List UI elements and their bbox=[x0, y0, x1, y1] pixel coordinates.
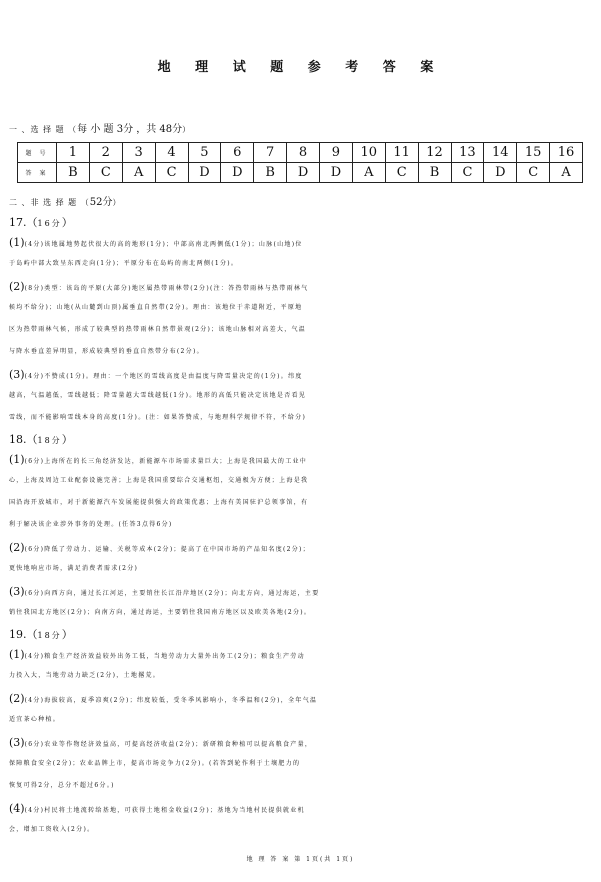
answer-line: 心，上海及周边工业配套设施完善；上海是我国重要综合交通枢纽，交通极为方便；上海是我 bbox=[9, 477, 309, 484]
answer-cell: A bbox=[550, 163, 583, 183]
section-close: ） bbox=[182, 125, 192, 134]
question-number: 7 bbox=[254, 143, 287, 163]
answer-line: 区为热带雨林气候，形成了较典型的热带雨林自然带景观(2分)；该地山脉相对高差大，气温 bbox=[9, 326, 307, 333]
question-score: 18分 bbox=[37, 436, 62, 445]
answer-line: 与降水垂直差异明显，形成较典型的垂直自然带分布(2分)。 bbox=[9, 348, 204, 355]
answer-line: 利于解决该企业涉外事务的处理。(任答3点得6分) bbox=[9, 521, 173, 528]
answer-cell: A bbox=[122, 163, 155, 183]
answer-line: (2)(4分)海拔较高，夏季凉爽(2分)；纬度较低，受冬季风影响小，冬季温和(2分)，全年气温 bbox=[9, 692, 318, 705]
question-number: 11 bbox=[385, 143, 418, 163]
section-note: 每 小 题 3分 ，共 48分 bbox=[77, 124, 183, 135]
question-number: 16 bbox=[550, 143, 583, 163]
page-title: 地 理 试 题 参 考 答 案 bbox=[157, 60, 444, 75]
question-18-heading bbox=[9, 431, 73, 447]
question-number: 8 bbox=[287, 143, 320, 163]
question-number: 12 bbox=[418, 143, 451, 163]
answer-line: 恢复可得2分，总分不超过6分。) bbox=[9, 782, 115, 789]
answer-cell: C bbox=[155, 163, 188, 183]
question-number: 13 bbox=[451, 143, 484, 163]
answer-line: 越高，气温越低，雪线越低；降雪量越大雪线越低(1分)。地形的高低只能决定该地是否看见 bbox=[9, 392, 307, 399]
answer-cell: D bbox=[188, 163, 221, 183]
answer-cell: D bbox=[287, 163, 320, 183]
section-note: 52分 bbox=[89, 197, 113, 208]
answer-line: (3)(4分)不赞成(1分)。理由：一个地区的雪线高度是由温度与降雪量决定的(1分)。纬度 bbox=[9, 368, 303, 381]
question-number: 6 bbox=[221, 143, 254, 163]
answer-cell: C bbox=[385, 163, 418, 183]
answer-cell: C bbox=[89, 163, 122, 183]
answer-line: 候均不给分)；山地(从山麓到山顶)属垂直自然带(2分)。理由：该地位于赤道附近，平原地 bbox=[9, 304, 303, 311]
answer-line: 会，增加工资收入(2分)。 bbox=[9, 826, 95, 833]
answer-line: 销往我国北方地区(2分)；向南方向，通过海运，主要销往我国南方地区以及欧美各地(2分)。 bbox=[9, 609, 312, 616]
question-number: 9 bbox=[320, 143, 353, 163]
question-number: 19.（ bbox=[9, 628, 38, 641]
answer-line: (1)(6分)上海所在的长三角经济发达，新能源车市场需求量巨大；上海是我国最大的工业中 bbox=[9, 453, 308, 466]
question-score: 16分 bbox=[37, 219, 62, 228]
answer-cell: D bbox=[484, 163, 517, 183]
question-17-heading bbox=[9, 214, 73, 230]
section-label: 二 、非 选 择 题 （ bbox=[9, 198, 90, 207]
answer-cell: C bbox=[517, 163, 550, 183]
answer-row bbox=[18, 163, 583, 183]
answer-cell: C bbox=[451, 163, 484, 183]
answer-line: 更快地响应市场，满足消费者需求(2分) bbox=[9, 565, 139, 572]
part-number: (3) bbox=[9, 368, 25, 381]
answer-cell: A bbox=[352, 163, 385, 183]
answer-line: (1)(4分)该地属地势起伏很大的高的地形(1分)；中部高南北两侧低(1分)；山脉(山地)位 bbox=[9, 236, 303, 249]
question-close: ） bbox=[61, 628, 73, 641]
question-number: 18.（ bbox=[9, 433, 38, 446]
answer-cell: D bbox=[320, 163, 353, 183]
section-heading-choice bbox=[9, 120, 191, 135]
answer-line: (2)(6分)降低了劳动力、运输、关税等成本(2分)；提高了在中国市场的产品知名度(2分)； bbox=[9, 541, 310, 554]
part-number: (3) bbox=[9, 585, 25, 598]
answer-line: 于岛屿中部大致呈东西走向(1分)；平原分布在岛屿的南北两侧(1分)。 bbox=[9, 260, 239, 267]
answer-line: 保障粮食安全(2分)；农业品牌上市，提高市场竞争力(2分)。(若答到轮作利于土壤肥力的 bbox=[9, 760, 301, 767]
question-number: 14 bbox=[484, 143, 517, 163]
answer-line: (3)(6分)农业等作物经济效益高，可提高经济收益(2分)；新研粮食种植可以提高粮食产量， bbox=[9, 736, 313, 749]
question-number: 17.（ bbox=[9, 216, 38, 229]
question-score: 18分 bbox=[37, 631, 62, 640]
answer-line: 力投入大，当地劳动力缺乏(2分)，土地撂荒。 bbox=[9, 672, 161, 679]
question-number: 2 bbox=[89, 143, 122, 163]
row-label: 答 案 bbox=[18, 163, 57, 183]
part-number: (2) bbox=[9, 280, 25, 293]
question-close: ） bbox=[61, 216, 73, 229]
question-number: 1 bbox=[57, 143, 90, 163]
answer-cell: B bbox=[254, 163, 287, 183]
page-footer: 地 理 答 案 第 1页(共 1页) bbox=[246, 856, 355, 863]
answer-line: (1)(4分)粮食生产经济效益较外出务工低，当地劳动力大量外出务工(2分)；粮食生产劳动 bbox=[9, 648, 305, 661]
answer-cell: D bbox=[221, 163, 254, 183]
question-19-heading bbox=[9, 626, 73, 642]
answer-cell: B bbox=[57, 163, 90, 183]
section-heading-essay bbox=[9, 193, 121, 208]
question-number-row bbox=[18, 143, 583, 163]
section-close: ） bbox=[112, 198, 122, 207]
part-number: (1) bbox=[9, 236, 25, 249]
part-number: (3) bbox=[9, 736, 25, 749]
question-close: ） bbox=[61, 433, 73, 446]
question-number: 10 bbox=[352, 143, 385, 163]
question-number: 3 bbox=[122, 143, 155, 163]
question-number: 4 bbox=[155, 143, 188, 163]
answer-line: 国沿海开放城市，对于新能源汽车发展能提供强大的政策优惠；上海有美国驻沪总领事馆，有 bbox=[9, 499, 309, 506]
answer-line: (4)(4分)村民将土地流转给基地，可获得土地租金收益(2分)；基地为当地村民提供就业机 bbox=[9, 802, 305, 815]
answer-line: (2)(8分)类型：该岛的平原(大部分)地区属热带雨林带(2分)(注：答热带雨林与热带雨林气 bbox=[9, 280, 309, 293]
part-number: (2) bbox=[9, 692, 25, 705]
answer-line: (3)(6分)向西方向，通过长江河运，主要销往长江沿岸地区(2分)；向北方向，通过海运，主要 bbox=[9, 585, 320, 598]
section-label: 一 、选 择 题 （ bbox=[9, 125, 78, 134]
answer-line: 雪线，而不能影响雪线本身的高度(1分)。(注：如果答赞成，与地理科学规律不符，不给分) bbox=[9, 414, 307, 421]
answer-table bbox=[17, 142, 583, 183]
answer-cell: B bbox=[418, 163, 451, 183]
question-number: 15 bbox=[517, 143, 550, 163]
part-number: (1) bbox=[9, 648, 25, 661]
part-number: (1) bbox=[9, 453, 25, 466]
question-number: 5 bbox=[188, 143, 221, 163]
answer-line: 适宜茶心种植。 bbox=[9, 716, 61, 723]
part-number: (2) bbox=[9, 541, 25, 554]
row-label: 题 号 bbox=[18, 143, 57, 163]
part-number: (4) bbox=[9, 802, 25, 815]
